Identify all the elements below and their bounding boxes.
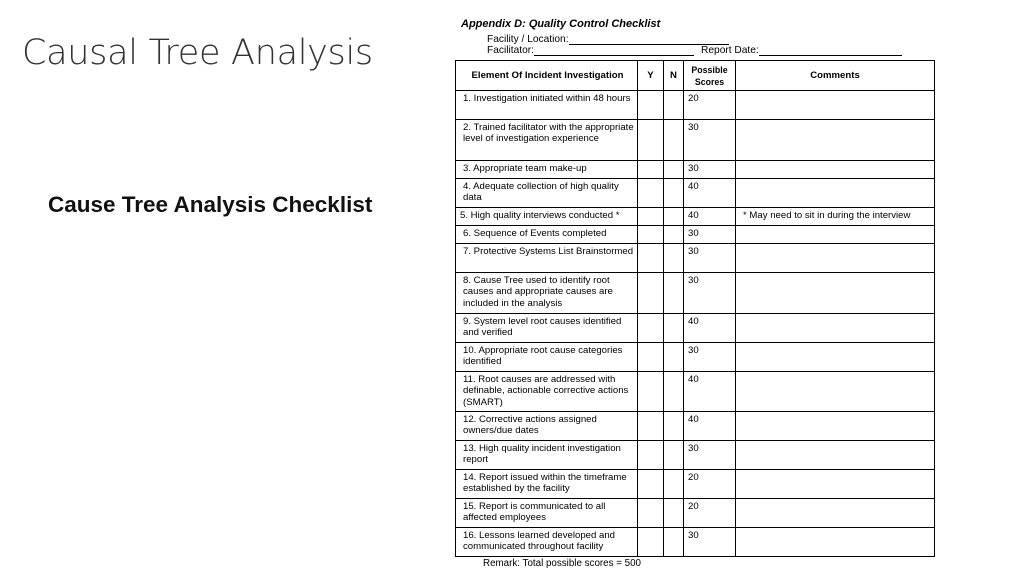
table-row [456,91,935,120]
element-cell: 15. Report is communicated to all affected employees [456,499,638,528]
score-cell: 20 [684,470,736,499]
y-cell[interactable] [638,343,664,372]
table-row [456,161,935,179]
n-cell[interactable] [664,441,684,470]
n-cell[interactable] [664,208,684,226]
y-cell[interactable] [638,273,664,314]
n-cell[interactable] [664,499,684,528]
n-cell[interactable] [664,91,684,120]
facility-blank-line [569,34,729,45]
score-cell: 40 [684,412,736,441]
table-row [456,343,935,372]
element-cell: 1. Investigation initiated within 48 hours [456,91,638,120]
y-cell[interactable] [638,314,664,343]
facility-label: Facility / Location: [487,34,569,45]
n-cell[interactable] [664,226,684,244]
header-comments: Comments [736,61,935,91]
y-cell[interactable] [638,244,664,273]
header-score-line2: Scores [694,76,725,87]
element-cell: 3. Appropriate team make-up [456,161,638,179]
element-cell: 2. Trained facilitator with the appropriate level of investigation experience [456,120,638,161]
table-row [456,412,935,441]
comment-cell[interactable] [736,412,935,441]
score-cell: 30 [684,343,736,372]
y-cell[interactable] [638,499,664,528]
comment-cell[interactable] [736,499,935,528]
header-element: Element Of Incident Investigation [456,61,638,91]
header-n: N [664,61,684,91]
comment-cell[interactable] [736,91,935,120]
slide-title: Causal Tree Analysis [22,33,373,73]
comment-cell[interactable]: * May need to sit in during the interview [736,208,935,226]
comment-cell[interactable] [736,314,935,343]
header-score-line1: Possible [691,64,728,75]
element-cell: 7. Protective Systems List Brainstormed [456,244,638,273]
score-cell: 30 [684,226,736,244]
table-row [456,226,935,244]
n-cell[interactable] [664,273,684,314]
table-row [456,372,935,412]
y-cell[interactable] [638,120,664,161]
y-cell[interactable] [638,226,664,244]
element-cell: 8. Cause Tree used to identify root causes and appropriate causes are included in the analysis [456,273,638,314]
element-cell: 11. Root causes are addressed with definable, actionable corrective actions (SMART) [456,372,638,412]
table-row [456,441,935,470]
element-cell: 10. Appropriate root cause categories identified [456,343,638,372]
comment-cell[interactable] [736,343,935,372]
score-cell: 40 [684,208,736,226]
n-cell[interactable] [664,179,684,208]
n-cell[interactable] [664,528,684,557]
score-cell: 30 [684,441,736,470]
score-cell: 30 [684,273,736,314]
score-cell: 30 [684,244,736,273]
score-cell: 20 [684,91,736,120]
table-row [456,244,935,273]
table-row [456,179,935,208]
n-cell[interactable] [664,412,684,441]
score-cell: 40 [684,372,736,412]
facility-location-field [487,34,729,45]
quality-control-checklist-table [455,60,935,557]
comment-cell[interactable] [736,161,935,179]
score-cell: 40 [684,314,736,343]
table-row [456,470,935,499]
table-row [456,273,935,314]
element-cell: 14. Report issued within the timeframe established by the facility [456,470,638,499]
n-cell[interactable] [664,343,684,372]
comment-cell[interactable] [736,120,935,161]
element-cell: 4. Adequate collection of high quality data [456,179,638,208]
element-cell: 6. Sequence of Events completed [456,226,638,244]
comment-cell[interactable] [736,226,935,244]
header-y: Y [638,61,664,91]
score-cell: 30 [684,528,736,557]
comment-cell[interactable] [736,470,935,499]
n-cell[interactable] [664,372,684,412]
slide-subtitle: Cause Tree Analysis Checklist [48,192,373,217]
element-cell: 5. High quality interviews conducted * [456,208,638,226]
element-cell: 13. High quality incident investigation report [456,441,638,470]
y-cell[interactable] [638,441,664,470]
remark-total-scores: Remark: Total possible scores = 500 [483,558,642,569]
comment-cell[interactable] [736,273,935,314]
comment-cell[interactable] [736,372,935,412]
comment-cell[interactable] [736,441,935,470]
y-cell[interactable] [638,161,664,179]
n-cell[interactable] [664,161,684,179]
y-cell[interactable] [638,412,664,441]
element-cell: 12. Corrective actions assigned owners/due dates [456,412,638,441]
y-cell[interactable] [638,470,664,499]
comment-cell[interactable] [736,244,935,273]
report-date-label: Report Date: [701,45,759,56]
table-row [456,528,935,557]
facilitator-label: Facilitator: [487,45,534,56]
n-cell[interactable] [664,120,684,161]
y-cell[interactable] [638,528,664,557]
facilitator-blank-line [534,45,694,56]
appendix-title: Appendix D: Quality Control Checklist [461,18,661,30]
report-date-blank-line [759,45,902,56]
table-row [456,120,935,161]
table-header-row [456,61,935,91]
y-cell[interactable] [638,208,664,226]
n-cell[interactable] [664,314,684,343]
element-cell: 9. System level root causes identified and verified [456,314,638,343]
header-possible-scores [684,61,736,91]
comment-cell[interactable] [736,528,935,557]
score-cell: 40 [684,179,736,208]
table-row [456,314,935,343]
y-cell[interactable] [638,372,664,412]
table-row [456,208,935,226]
report-date-field [701,45,902,56]
score-cell: 30 [684,161,736,179]
y-cell[interactable] [638,91,664,120]
score-cell: 20 [684,499,736,528]
table-row [456,499,935,528]
n-cell[interactable] [664,244,684,273]
element-cell: 16. Lessons learned developed and communicated throughout facility [456,528,638,557]
n-cell[interactable] [664,470,684,499]
comment-cell[interactable] [736,179,935,208]
y-cell[interactable] [638,179,664,208]
facilitator-field [487,45,694,56]
score-cell: 30 [684,120,736,161]
